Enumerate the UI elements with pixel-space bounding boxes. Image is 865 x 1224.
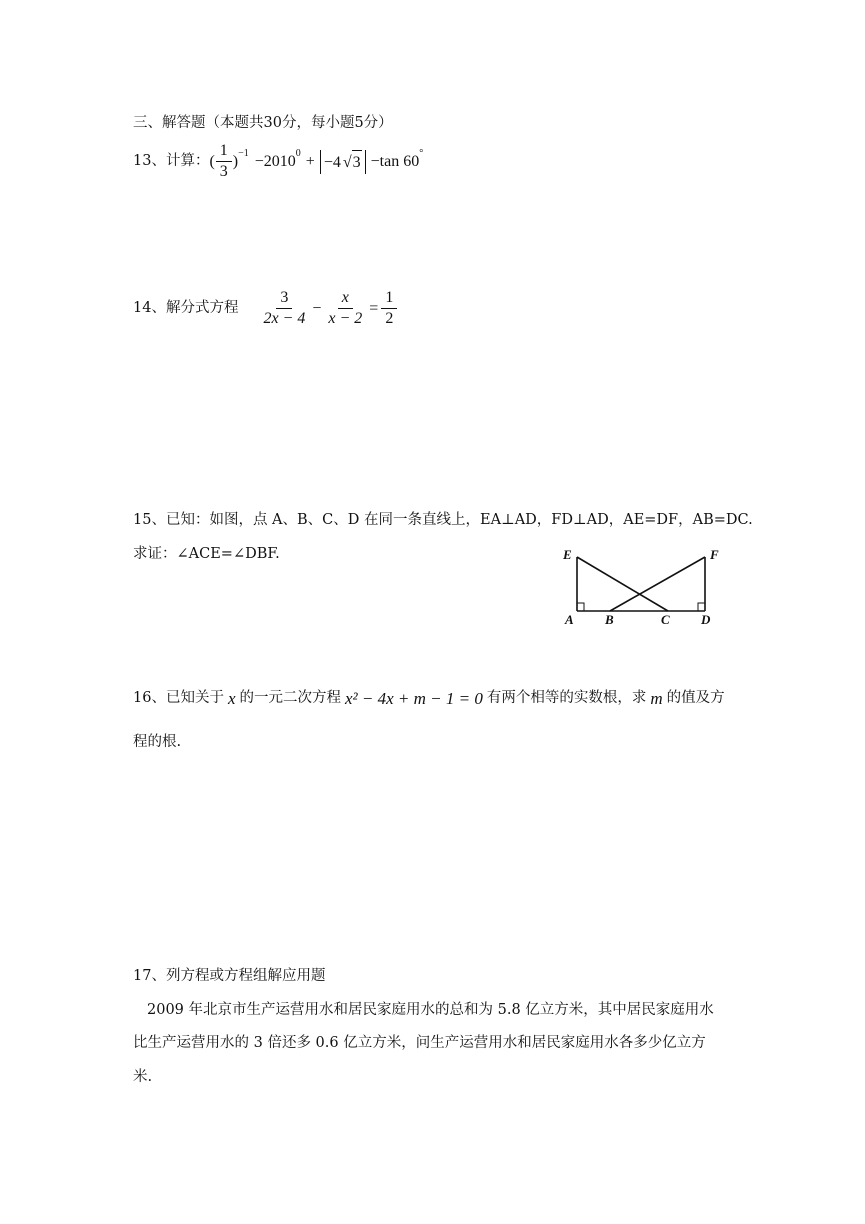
- q13-exp: −1: [238, 147, 249, 159]
- q17-line1: 2009 年北京市生产运营用水和居民家庭用水的总和为 5.8 亿立方米，其中居民家庭用水: [147, 1002, 714, 1018]
- q13-plus: +: [305, 152, 315, 170]
- q15-line2: 求证：∠ACE=∠DBF.: [133, 546, 280, 562]
- q16-mid: 的一元二次方程: [239, 690, 341, 707]
- q14-f3-num: 1: [381, 290, 397, 309]
- right-angle-d: [698, 603, 705, 611]
- q14-equals: =: [369, 299, 379, 317]
- q13-sqrt-arg: 3: [352, 150, 362, 175]
- point-f-label: F: [710, 547, 719, 562]
- q17-title: 17、列方程或方程组解应用题: [133, 968, 326, 984]
- q13-label: 13、计算：: [133, 153, 210, 170]
- q17-line2: 比生产运营用水的 3 倍还多 0.6 亿立方米，问生产运营用水和居民家庭用水各多少亿立方: [133, 1035, 706, 1051]
- right-angle-a: [577, 603, 584, 611]
- q17-line3: 米.: [133, 1069, 153, 1085]
- q16-var-m: m: [650, 689, 663, 708]
- q16-pre: 16、已知关于: [133, 690, 224, 707]
- q14-minus: −: [312, 299, 322, 317]
- q14-f1-num: 3: [276, 290, 292, 309]
- q14-f3-den: 2: [385, 310, 394, 327]
- geometry-figure: [555, 540, 730, 635]
- q15-line1: 15、已知：如图，点 A、B、C、D 在同一条直线上，EA⊥AD，FD⊥AD，AE=DF，AB=DC.: [133, 512, 753, 528]
- q13-expression: ( $\frac{1}{3}$ ) $^{-1}$ −2010 $^0$ + −4 √3 −tan 60 °: [209, 142, 424, 180]
- q13-frac-den: 3: [219, 163, 228, 180]
- segment-fb: [610, 557, 705, 611]
- q14-f1-den: 2x − 4: [263, 310, 306, 327]
- section-title: 三、解答题（本题共30分，每小题5分）: [133, 115, 393, 131]
- point-b-label: B: [605, 612, 614, 627]
- q13-tail: −tan 60: [370, 152, 420, 170]
- q13-abs: −4 √3: [320, 150, 366, 174]
- q13-abs-content: −4: [323, 153, 341, 171]
- q14-f2-den: x − 2: [328, 310, 363, 327]
- question-14: [133, 290, 400, 327]
- question-13: [133, 143, 423, 180]
- point-e-label: E: [563, 547, 572, 562]
- point-c-label: C: [661, 612, 670, 627]
- q14-f2-num: x: [338, 290, 353, 309]
- point-d-label: D: [701, 612, 711, 627]
- q16-post: 有两个相等的实数根，求: [486, 690, 647, 707]
- q16-line2: 程的根.: [133, 734, 182, 750]
- q16-equation: x² − 4x + m − 1 = 0: [345, 689, 483, 708]
- q16-var-x: x: [227, 689, 236, 708]
- q13-exp0: 0: [295, 147, 301, 159]
- q13-deg: °: [419, 147, 424, 159]
- q16-line1: [133, 690, 725, 707]
- q13-year: −2010: [254, 152, 296, 170]
- segment-ec: [577, 557, 668, 611]
- q16-end: 的值及方: [666, 690, 725, 707]
- q14-label: 14、解分式方程: [133, 300, 239, 317]
- q14-equation: [256, 290, 400, 327]
- q13-frac-num: 1: [216, 143, 232, 162]
- point-a-label: A: [565, 612, 574, 627]
